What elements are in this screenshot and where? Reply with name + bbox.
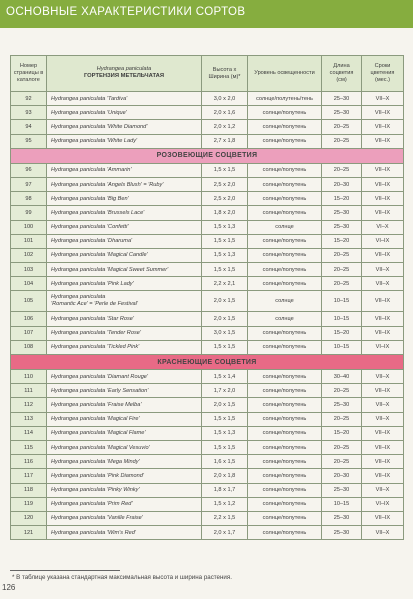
light-cell: солнце/полутень bbox=[248, 134, 322, 148]
size-cell: 1,8 х 1,7 bbox=[202, 483, 248, 497]
page-number-cell: 116 bbox=[11, 455, 47, 469]
table-row bbox=[11, 511, 404, 525]
light-cell: солнце/полутень bbox=[248, 370, 322, 384]
size-cell: 2,0 х 1,2 bbox=[202, 120, 248, 134]
page-number-cell: 105 bbox=[11, 291, 47, 312]
size-cell: 2,0 х 1,5 bbox=[202, 312, 248, 326]
inflorescence-length-cell: 15–20 bbox=[322, 426, 362, 440]
cultivar-name-cell: Hydrangea paniculata 'Mega Mindy' bbox=[47, 455, 202, 469]
inflorescence-length-cell: 15–20 bbox=[322, 326, 362, 340]
inflorescence-length-cell: 25–30 bbox=[322, 206, 362, 220]
page-number-cell: 112 bbox=[11, 398, 47, 412]
cultivar-name-cell: Hydrangea paniculata 'Dharuma' bbox=[47, 234, 202, 248]
table-row bbox=[11, 248, 404, 262]
cultivar-name-cell: Hydrangea paniculata 'Tender Rose' bbox=[47, 326, 202, 340]
page-number-cell: 99 bbox=[11, 206, 47, 220]
bloom-period-cell: VI–IX bbox=[362, 497, 404, 511]
cultivar-name-cell: Hydrangea paniculata 'Wim's Red' bbox=[47, 526, 202, 540]
inflorescence-length-cell: 20–25 bbox=[322, 440, 362, 454]
bloom-period-cell: VII–X bbox=[362, 483, 404, 497]
table-row bbox=[11, 526, 404, 540]
page-number-cell: 92 bbox=[11, 92, 47, 106]
light-cell: солнце/полутень bbox=[248, 206, 322, 220]
inflorescence-length-cell: 25–30 bbox=[322, 106, 362, 120]
size-cell: 1,5 х 1,3 bbox=[202, 220, 248, 234]
cultivar-name-cell: Hydrangea paniculata 'White Diamond' bbox=[47, 120, 202, 134]
bloom-period-cell: VII–IX bbox=[362, 384, 404, 398]
light-cell: солнце/полутень bbox=[248, 412, 322, 426]
bloom-period-cell: VI–X bbox=[362, 220, 404, 234]
cultivar-name-cell: Hydrangea paniculata 'Magical Flame' bbox=[47, 426, 202, 440]
bloom-period-cell: VII–X bbox=[362, 526, 404, 540]
characteristics-table bbox=[10, 55, 404, 540]
inflorescence-length-cell: 10–15 bbox=[322, 340, 362, 354]
size-cell: 1,8 х 2,0 bbox=[202, 206, 248, 220]
page-number-cell: 100 bbox=[11, 220, 47, 234]
bloom-period-cell: VII–IX bbox=[362, 206, 404, 220]
size-cell: 3,0 х 1,5 bbox=[202, 326, 248, 340]
size-cell: 1,5 х 1,5 bbox=[202, 440, 248, 454]
bloom-period-cell: VII–IX bbox=[362, 106, 404, 120]
cultivar-name-cell: Hydrangea paniculata 'Pink Lady' bbox=[47, 277, 202, 291]
cultivar-name-cell: Hydrangea paniculata 'Fraise Melba' bbox=[47, 398, 202, 412]
size-cell: 2,0 х 1,8 bbox=[202, 469, 248, 483]
light-cell: солнце bbox=[248, 291, 322, 312]
size-cell: 1,5 х 1,5 bbox=[202, 412, 248, 426]
inflorescence-length-cell: 30–40 bbox=[322, 370, 362, 384]
bloom-period-cell: VII–X bbox=[362, 277, 404, 291]
table-row bbox=[11, 134, 404, 148]
cultivar-name-cell: Hydrangea paniculata 'Confetti' bbox=[47, 220, 202, 234]
bloom-period-cell: VII–X bbox=[362, 92, 404, 106]
inflorescence-length-cell: 20–25 bbox=[322, 412, 362, 426]
size-cell: 2,0 х 1,5 bbox=[202, 291, 248, 312]
table-row bbox=[11, 497, 404, 511]
bloom-period-cell: VII–X bbox=[362, 412, 404, 426]
cultivar-name-cell: Hydrangea paniculata 'Tickled Pink' bbox=[47, 340, 202, 354]
header-bloom-period: Сроки цветения (мес.) bbox=[362, 56, 404, 92]
size-cell: 1,7 х 2,0 bbox=[202, 384, 248, 398]
cultivar-name-line: Hydrangea paniculata bbox=[51, 294, 106, 301]
light-cell: солнце bbox=[248, 312, 322, 326]
page-number-cell: 101 bbox=[11, 234, 47, 248]
light-cell: солнце/полутень bbox=[248, 426, 322, 440]
light-cell: солнце/полутень bbox=[248, 340, 322, 354]
inflorescence-length-cell: 25–30 bbox=[322, 511, 362, 525]
table-row bbox=[11, 426, 404, 440]
header-size: Высота х Ширина (м)* bbox=[202, 56, 248, 92]
page-number-cell: 94 bbox=[11, 120, 47, 134]
size-cell: 1,5 х 1,3 bbox=[202, 248, 248, 262]
page-number-cell: 107 bbox=[11, 326, 47, 340]
inflorescence-length-cell: 20–25 bbox=[322, 163, 362, 177]
cultivar-name-cell: Hydrangea paniculata 'Prim Red' bbox=[47, 497, 202, 511]
size-cell: 2,2 х 1,5 bbox=[202, 511, 248, 525]
header-inflorescence-length: Длина соцветия (см) bbox=[322, 56, 362, 92]
bloom-period-cell: VII–IX bbox=[362, 163, 404, 177]
size-cell: 1,5 х 1,5 bbox=[202, 340, 248, 354]
page-number-cell: 98 bbox=[11, 192, 47, 206]
size-cell: 1,5 х 1,3 bbox=[202, 426, 248, 440]
light-cell: солнце bbox=[248, 220, 322, 234]
cultivar-name-cell: Hydrangea paniculata 'Brussels Lace' bbox=[47, 206, 202, 220]
bloom-period-cell: VI–IX bbox=[362, 234, 404, 248]
footnote-divider bbox=[10, 570, 120, 571]
bloom-period-cell: VII–X bbox=[362, 370, 404, 384]
table-row bbox=[11, 163, 404, 177]
light-cell: солнце/полутень bbox=[248, 398, 322, 412]
size-cell: 2,5 х 2,0 bbox=[202, 192, 248, 206]
bloom-period-cell: VII–IX bbox=[362, 312, 404, 326]
bloom-period-cell: VII–IX bbox=[362, 426, 404, 440]
table-row bbox=[11, 234, 404, 248]
table-row bbox=[11, 340, 404, 354]
table-row bbox=[11, 455, 404, 469]
table-row bbox=[11, 412, 404, 426]
table-row bbox=[11, 440, 404, 454]
light-cell: солнце/полутень bbox=[248, 497, 322, 511]
table-row bbox=[11, 483, 404, 497]
cultivar-name-cell: Hydrangea paniculata 'Vanille Fraise' bbox=[47, 511, 202, 525]
light-cell: солнце/полутень bbox=[248, 326, 322, 340]
table-row bbox=[11, 326, 404, 340]
size-cell: 2,0 х 1,5 bbox=[202, 398, 248, 412]
page-number-cell: 111 bbox=[11, 384, 47, 398]
page-number-cell: 114 bbox=[11, 426, 47, 440]
bloom-period-cell: VI–IX bbox=[362, 340, 404, 354]
section-heading: РОЗОВЕЮЩИЕ СОЦВЕТИЯ bbox=[11, 148, 404, 163]
page-number-cell: 121 bbox=[11, 526, 47, 540]
bloom-period-cell: VII–IX bbox=[362, 120, 404, 134]
table-row bbox=[11, 106, 404, 120]
light-cell: солнце/полутень bbox=[248, 234, 322, 248]
page-number-cell: 120 bbox=[11, 511, 47, 525]
table-row bbox=[11, 177, 404, 191]
light-cell: солнце/полутень bbox=[248, 384, 322, 398]
cultivar-name-cell: Hydrangea paniculata 'Magical Fire' bbox=[47, 412, 202, 426]
bloom-period-cell: VII–X bbox=[362, 263, 404, 277]
inflorescence-length-cell: 25–30 bbox=[322, 398, 362, 412]
header-light: Уровень освещенности bbox=[248, 56, 322, 92]
cultivar-name-cell: Hydrangea paniculata 'Unique' bbox=[47, 106, 202, 120]
bloom-period-cell: VII–IX bbox=[362, 440, 404, 454]
light-cell: солнце/полутень/тень bbox=[248, 92, 322, 106]
light-cell: солнце/полутень bbox=[248, 120, 322, 134]
table-row bbox=[11, 312, 404, 326]
inflorescence-length-cell: 20–30 bbox=[322, 469, 362, 483]
page-number-cell: 95 bbox=[11, 134, 47, 148]
size-cell: 2,0 х 1,7 bbox=[202, 526, 248, 540]
section-row-red bbox=[11, 355, 404, 370]
light-cell: солнце/полутень bbox=[248, 263, 322, 277]
cultivar-name-cell: Hydrangea paniculata 'Pink Diamond' bbox=[47, 469, 202, 483]
footnote: * В таблице указана стандартная максимальная высота и ширина растения. bbox=[12, 574, 232, 581]
table-row bbox=[11, 370, 404, 384]
inflorescence-length-cell: 25–30 bbox=[322, 483, 362, 497]
cultivar-name-cell: Hydrangea paniculata 'Tardiva' bbox=[47, 92, 202, 106]
cultivar-name-cell bbox=[47, 291, 202, 312]
size-cell: 1,5 х 1,2 bbox=[202, 497, 248, 511]
header-page-number: Номер страницы в каталоге bbox=[11, 56, 47, 92]
inflorescence-length-cell: 20–25 bbox=[322, 384, 362, 398]
header-cultivar bbox=[47, 56, 202, 92]
inflorescence-length-cell: 20–25 bbox=[322, 120, 362, 134]
bloom-period-cell: VII–IX bbox=[362, 177, 404, 191]
inflorescence-length-cell: 20–25 bbox=[322, 455, 362, 469]
page-number-cell: 97 bbox=[11, 177, 47, 191]
table-header-row bbox=[11, 56, 404, 92]
bloom-period-cell: VII–IX bbox=[362, 511, 404, 525]
page-title: ОСНОВНЫЕ ХАРАКТЕРИСТИКИ СОРТОВ bbox=[6, 6, 246, 18]
inflorescence-length-cell: 20–30 bbox=[322, 177, 362, 191]
light-cell: солнце/полутень bbox=[248, 440, 322, 454]
table-row bbox=[11, 291, 404, 312]
page-number-cell: 102 bbox=[11, 248, 47, 262]
table-body bbox=[11, 92, 404, 540]
size-cell: 2,0 х 1,6 bbox=[202, 106, 248, 120]
bloom-period-cell: VII–IX bbox=[362, 469, 404, 483]
table-row bbox=[11, 398, 404, 412]
table-row bbox=[11, 220, 404, 234]
bloom-period-cell: VII–IX bbox=[362, 291, 404, 312]
inflorescence-length-cell: 20–25 bbox=[322, 277, 362, 291]
inflorescence-length-cell: 20–25 bbox=[322, 134, 362, 148]
cultivar-name-cell: Hydrangea paniculata 'Magical Sweet Summer' bbox=[47, 263, 202, 277]
page-number-cell: 115 bbox=[11, 440, 47, 454]
header-latin-name: Hydrangea paniculata bbox=[96, 66, 152, 73]
size-cell: 2,5 х 2,0 bbox=[202, 177, 248, 191]
inflorescence-length-cell: 10–15 bbox=[322, 312, 362, 326]
table-row bbox=[11, 192, 404, 206]
cultivar-name-cell: Hydrangea paniculata 'White Lady' bbox=[47, 134, 202, 148]
page-number: 126 bbox=[2, 583, 16, 592]
cultivar-name-cell: Hydrangea paniculata 'Star Rose' bbox=[47, 312, 202, 326]
inflorescence-length-cell: 10–15 bbox=[322, 291, 362, 312]
page-number-cell: 106 bbox=[11, 312, 47, 326]
inflorescence-length-cell: 25–30 bbox=[322, 526, 362, 540]
light-cell: солнце/полутень bbox=[248, 192, 322, 206]
light-cell: солнце/полутень bbox=[248, 469, 322, 483]
table-row bbox=[11, 384, 404, 398]
page-number-cell: 108 bbox=[11, 340, 47, 354]
light-cell: солнце/полутень bbox=[248, 455, 322, 469]
size-cell: 1,5 х 1,5 bbox=[202, 234, 248, 248]
page-number-cell: 117 bbox=[11, 469, 47, 483]
inflorescence-length-cell: 20–25 bbox=[322, 248, 362, 262]
table-row bbox=[11, 263, 404, 277]
bloom-period-cell: VII–IX bbox=[362, 455, 404, 469]
table-row bbox=[11, 120, 404, 134]
table-row bbox=[11, 469, 404, 483]
cultivar-name-cell: Hydrangea paniculata 'Big Ben' bbox=[47, 192, 202, 206]
light-cell: солнце/полутень bbox=[248, 277, 322, 291]
inflorescence-length-cell: 10–15 bbox=[322, 497, 362, 511]
characteristics-table-wrapper bbox=[10, 55, 403, 540]
light-cell: солнце/полутень bbox=[248, 248, 322, 262]
light-cell: солнце/полутень bbox=[248, 106, 322, 120]
cultivar-name-cell: Hydrangea paniculata 'Angels Blush' = 'Ruby' bbox=[47, 177, 202, 191]
bloom-period-cell: VII–IX bbox=[362, 326, 404, 340]
bloom-period-cell: VII–IX bbox=[362, 192, 404, 206]
header-russian-name: ГОРТЕНЗИЯ МЕТЕЛЬЧАТАЯ bbox=[83, 73, 165, 80]
page-number-cell: 110 bbox=[11, 370, 47, 384]
section-row-pink bbox=[11, 148, 404, 163]
bloom-period-cell: VII–X bbox=[362, 398, 404, 412]
page-number-cell: 103 bbox=[11, 263, 47, 277]
cultivar-name-cell: Hydrangea paniculata 'Magical Candle' bbox=[47, 248, 202, 262]
light-cell: солнце/полутень bbox=[248, 526, 322, 540]
page-number-cell: 119 bbox=[11, 497, 47, 511]
size-cell: 1,5 х 1,5 bbox=[202, 163, 248, 177]
inflorescence-length-cell: 25–30 bbox=[322, 220, 362, 234]
size-cell: 2,2 х 2,1 bbox=[202, 277, 248, 291]
cultivar-name-cell: Hydrangea paniculata 'Ammarin' bbox=[47, 163, 202, 177]
light-cell: солнце/полутень bbox=[248, 483, 322, 497]
light-cell: солнце/полутень bbox=[248, 163, 322, 177]
inflorescence-length-cell: 15–20 bbox=[322, 234, 362, 248]
size-cell: 3,0 х 2,0 bbox=[202, 92, 248, 106]
bloom-period-cell: VII–IX bbox=[362, 248, 404, 262]
cultivar-name-cell: Hydrangea paniculata 'Early Sensation' bbox=[47, 384, 202, 398]
inflorescence-length-cell: 15–20 bbox=[322, 192, 362, 206]
page-number-cell: 104 bbox=[11, 277, 47, 291]
cultivar-name-cell: Hydrangea paniculata 'Magical Vesuvio' bbox=[47, 440, 202, 454]
size-cell: 2,7 х 1,8 bbox=[202, 134, 248, 148]
bloom-period-cell: VII–IX bbox=[362, 134, 404, 148]
page-number-cell: 96 bbox=[11, 163, 47, 177]
table-row bbox=[11, 206, 404, 220]
page-number-cell: 118 bbox=[11, 483, 47, 497]
cultivar-name-cell: Hydrangea paniculata 'Pinky Winky' bbox=[47, 483, 202, 497]
page-number-cell: 113 bbox=[11, 412, 47, 426]
cultivar-name-line: 'Romantic Ace' = 'Perle de Festival' bbox=[51, 301, 138, 308]
table-row bbox=[11, 277, 404, 291]
size-cell: 1,5 х 1,5 bbox=[202, 263, 248, 277]
page-number-cell: 93 bbox=[11, 106, 47, 120]
inflorescence-length-cell: 25–30 bbox=[322, 92, 362, 106]
section-heading: КРАСНЕЮЩИЕ СОЦВЕТИЯ bbox=[11, 355, 404, 370]
inflorescence-length-cell: 20–25 bbox=[322, 263, 362, 277]
size-cell: 1,5 х 1,4 bbox=[202, 370, 248, 384]
light-cell: солнце/полутень bbox=[248, 177, 322, 191]
size-cell: 1,6 х 1,5 bbox=[202, 455, 248, 469]
cultivar-name-cell: Hydrangea paniculata 'Diamant Rouge' bbox=[47, 370, 202, 384]
light-cell: солнце/полутень bbox=[248, 511, 322, 525]
table-row bbox=[11, 92, 404, 106]
